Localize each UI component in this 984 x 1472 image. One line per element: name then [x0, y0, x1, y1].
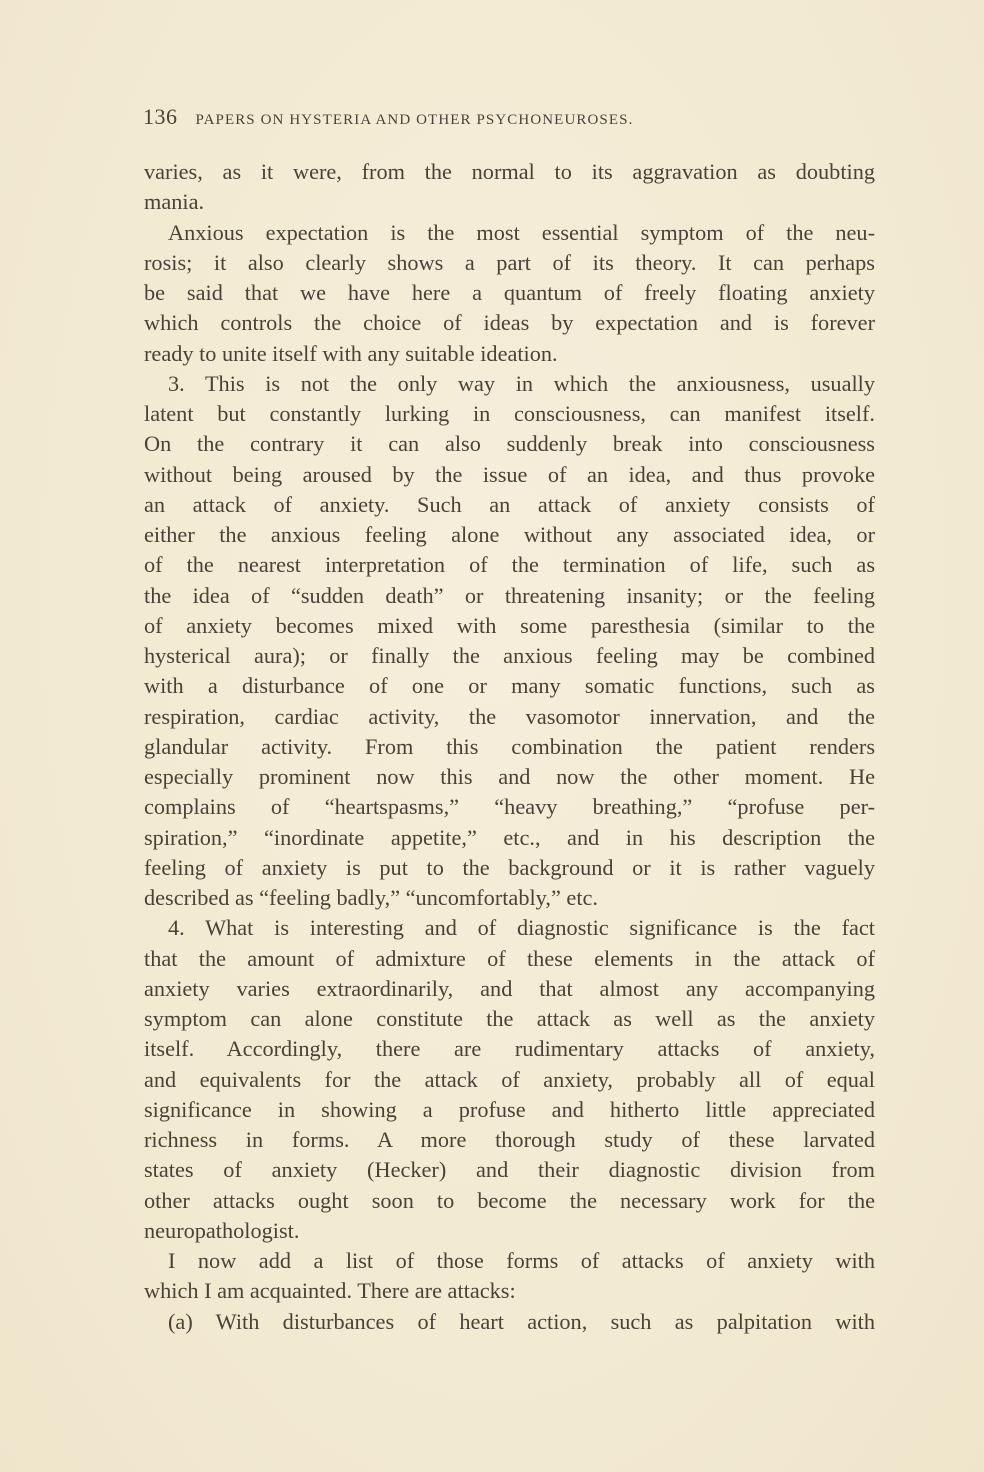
text-line: itself. Accordingly, there are rudimentary attacks of anxiety, — [144, 1036, 875, 1062]
paragraph-section-3 — [144, 369, 875, 914]
text-line: that the amount of admixture of these elements in the attack of — [144, 945, 875, 971]
text-line: significance in showing a profuse and hitherto little appreciated — [144, 1096, 875, 1122]
text-line: rosis; it also clearly shows a part of its theory. It can perhaps — [144, 249, 875, 275]
list-item-a — [144, 1307, 875, 1337]
text-line: spiration,” “inordinate appetite,” etc., and in his description the — [144, 824, 875, 850]
text-line: states of anxiety (Hecker) and their diagnostic division from — [144, 1157, 875, 1183]
text-line: either the anxious feeling alone without any associated idea, or — [144, 522, 875, 547]
text-line: without being aroused by the issue of an idea, and thus provoke — [144, 461, 875, 487]
text-line: neuropathologist. — [144, 1217, 300, 1243]
text-line: varies, as it were, from the normal to its aggravation as doubting — [144, 159, 875, 184]
text-line: other attacks ought soon to become the necessary work for the — [144, 1187, 875, 1213]
text-line: (a) With disturbances of heart action, such as palpitation with — [168, 1308, 875, 1334]
text-line: complains of “heartspasms,” “heavy breathing,” “profuse per- — [144, 794, 875, 820]
text-line: described as “feeling badly,” “uncomfortably,” etc. — [144, 885, 598, 910]
paragraph-anxious-expectation — [144, 218, 875, 369]
text-line: of anxiety becomes mixed with some paresthesia (similar to the — [144, 612, 875, 638]
text-line: respiration, cardiac activity, the vasomotor innervation, and the — [144, 703, 875, 729]
text-line: and equivalents for the attack of anxiety, probably all of equal — [144, 1066, 875, 1092]
paragraph-list-intro — [144, 1246, 875, 1307]
text-line: I now add a list of those forms of attacks of anxiety with — [168, 1248, 875, 1273]
text-line: anxiety varies extraordinarily, and that almost any accompanying — [144, 975, 875, 1001]
text-line: be said that we have here a quantum of freely floating anxiety — [144, 280, 875, 305]
text-line: of the nearest interpretation of the termination of life, such as — [144, 552, 875, 578]
running-title: PAPERS ON HYSTERIA AND OTHER PSYCHONEUROSES. — [195, 112, 634, 128]
paragraph-continuation — [144, 157, 875, 218]
text-line: 3. This is not the only way in which the anxiousness, usually — [168, 370, 875, 396]
text-line: glandular activity. From this combination the patient renders — [144, 733, 875, 759]
paragraph-section-4 — [144, 913, 875, 1246]
text-line: feeling of anxiety is put to the background or it is rather vaguely — [144, 854, 875, 880]
text-line: latent but constantly lurking in consciousness, can manifest itself. — [144, 401, 875, 426]
text-line: symptom can alone constitute the attack as well as the anxiety — [144, 1006, 875, 1031]
text-line: mania. — [144, 189, 205, 215]
text-line: 4. What is interesting and of diagnostic significance is the fact — [168, 915, 875, 941]
text-line: richness in forms. A more thorough study of these larvated — [144, 1127, 875, 1152]
text-line: which controls the choice of ideas by expectation and is forever — [144, 310, 875, 336]
text-line: especially prominent now this and now the other moment. He — [144, 764, 875, 789]
text-line: hysterical aura); or finally the anxious feeling may be combined — [144, 643, 875, 668]
text-line: which I am acquainted. There are attacks: — [144, 1278, 516, 1304]
text-line: with a disturbance of one or many somatic functions, such as — [144, 673, 875, 699]
text-line: the idea of “sudden death” or threatening insanity; or the feeling — [144, 582, 875, 608]
text-line: ready to unite itself with any suitable ideation. — [144, 340, 558, 366]
body-text — [144, 157, 875, 1337]
page-number: 136 — [143, 104, 178, 129]
text-line: On the contrary it can also suddenly break into consciousness — [144, 431, 875, 457]
running-head — [143, 104, 883, 130]
text-line: Anxious expectation is the most essential symptom of the neu- — [168, 219, 875, 245]
text-line: an attack of anxiety. Such an attack of anxiety consists of — [144, 491, 875, 517]
